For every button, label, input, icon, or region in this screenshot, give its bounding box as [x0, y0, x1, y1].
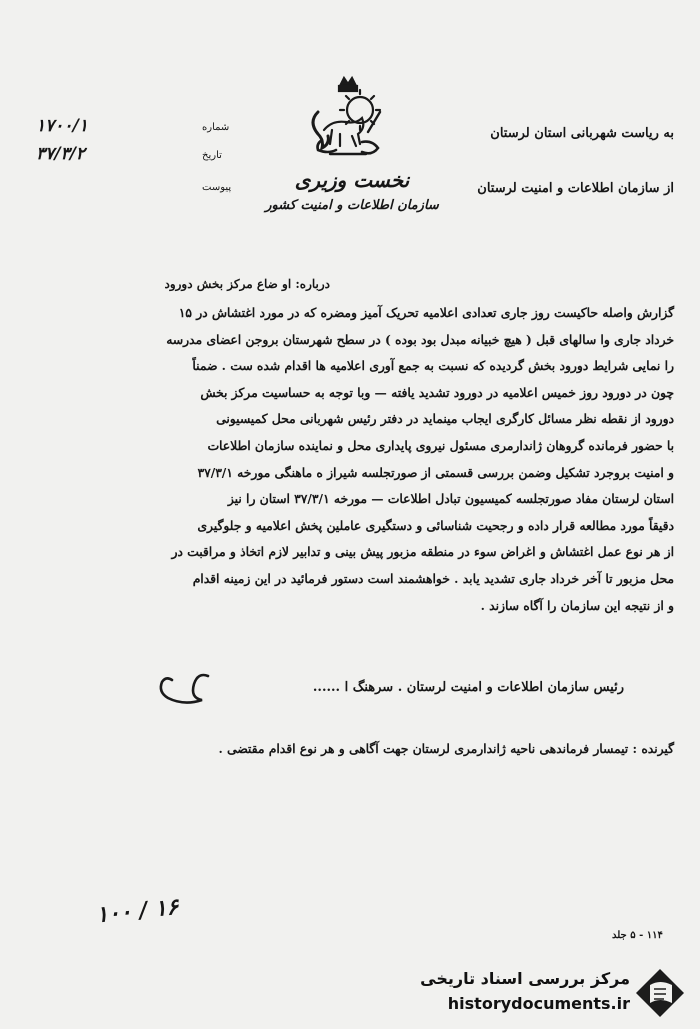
- watermark-title: مرکز بررسی اسناد تاریخی: [420, 969, 630, 988]
- cc-recipients: گیرنده : تیمسار فرماندهی ناحیه ژاندارمری لرستان جهت آگاهی و هر نوع اقدام مقتضی .: [218, 741, 674, 756]
- signature-line: رئیس سازمان اطلاعات و امنیت لرستان . سرهنگ ا ......: [312, 680, 624, 695]
- sender-line: از سازمان اطلاعات و امنیت لرستان: [477, 181, 674, 196]
- archive-logo-icon: [632, 965, 688, 1021]
- attachment-label: پیوست: [202, 182, 232, 193]
- number-label: شماره: [202, 122, 230, 133]
- body-line: را نمایی شرایط دورود بخش گردیده که نسبت به جمع آوری اعلامیه ها اقدام شده ست . ضمناً: [192, 358, 674, 374]
- org-ministry-script: نخست وزیری: [294, 168, 410, 192]
- watermark-url[interactable]: historydocuments.ir: [447, 994, 630, 1013]
- body-line: چون در دورود روز خمیس اعلامیه در دورود تشدید یافته — وبا توجه به حساسیت مرکز بخش: [200, 384, 674, 400]
- org-agency-name: سازمان اطلاعات و امنیت کشور: [265, 198, 439, 213]
- body-line: دقیقاً مورد مطالعه قرار داده و رجحیت شناسائی و دستگیری عاملین پخش اعلامیه و جلوگیری: [197, 517, 674, 533]
- body-line: دورود از نقطه نظر مسائل کارگری ایجاب مینماید در دفتر رئیس شهربانی محل کمیسیونی: [216, 411, 674, 427]
- body-line: خرداد جاری وا سالهای قبل ( هیچ خبیانه مبدل بود بوده ) در سطح شهرستان بروجن اعضای مدرسه: [166, 331, 674, 347]
- recipient-line: به ریاست شهربانی استان لرستان: [490, 126, 674, 141]
- body-line: محل مزبور تا آخر خرداد جاری تشدید یابد . خواهشمند است دستور فرمائید در این زمینه اقدام: [192, 570, 674, 586]
- lion-and-sun-emblem-icon: [302, 72, 394, 164]
- subject-line: درباره: او ضاع مرکز بخش دورود: [164, 277, 330, 291]
- body-line: استان لرستان مفاد صورتجلسه کمیسیون تبادل اطلاعات — مورخه ۳۷/۳/۱ استان را نیز: [227, 491, 674, 507]
- number-value: ۱۷۰۰/۱: [36, 116, 88, 136]
- body-line: گزارش واصله حاکیست روز جاری تعدادی اعلامیه تحریک آمیز ومضره که در مورد اغتشاش در ۱۵: [178, 305, 674, 320]
- handwritten-note: ۱۰۰ / ۱۶: [94, 893, 180, 929]
- body-line: و امنیت بروجرد تشکیل وضمن بررسی قسمتی از صورتجلسه شیراز ه ماهنگی مورخه ۳۷/۳/۱: [197, 464, 674, 480]
- form-code: ۱۱۴ - ۵ جلد: [612, 930, 663, 941]
- body-line: از هر نوع عمل اغتشاش و اغراض سوء در منطقه مزبور پیش بینی و تدابیر لازم اتخاذ و مراقبت در: [171, 544, 674, 560]
- letter-body: [30, 300, 674, 619]
- date-value: ۳۷/۳/۲: [36, 144, 85, 164]
- signature-flourish-icon: [146, 670, 216, 708]
- body-line: و از نتیجه این سازمان را آگاه سازند .: [480, 597, 674, 613]
- body-line: با حضور فرمانده گروهان ژاندارمری مسئول نیروی پایداری محل و نماینده سازمان اطلاعات: [207, 437, 674, 453]
- date-label: تاریخ: [202, 150, 222, 161]
